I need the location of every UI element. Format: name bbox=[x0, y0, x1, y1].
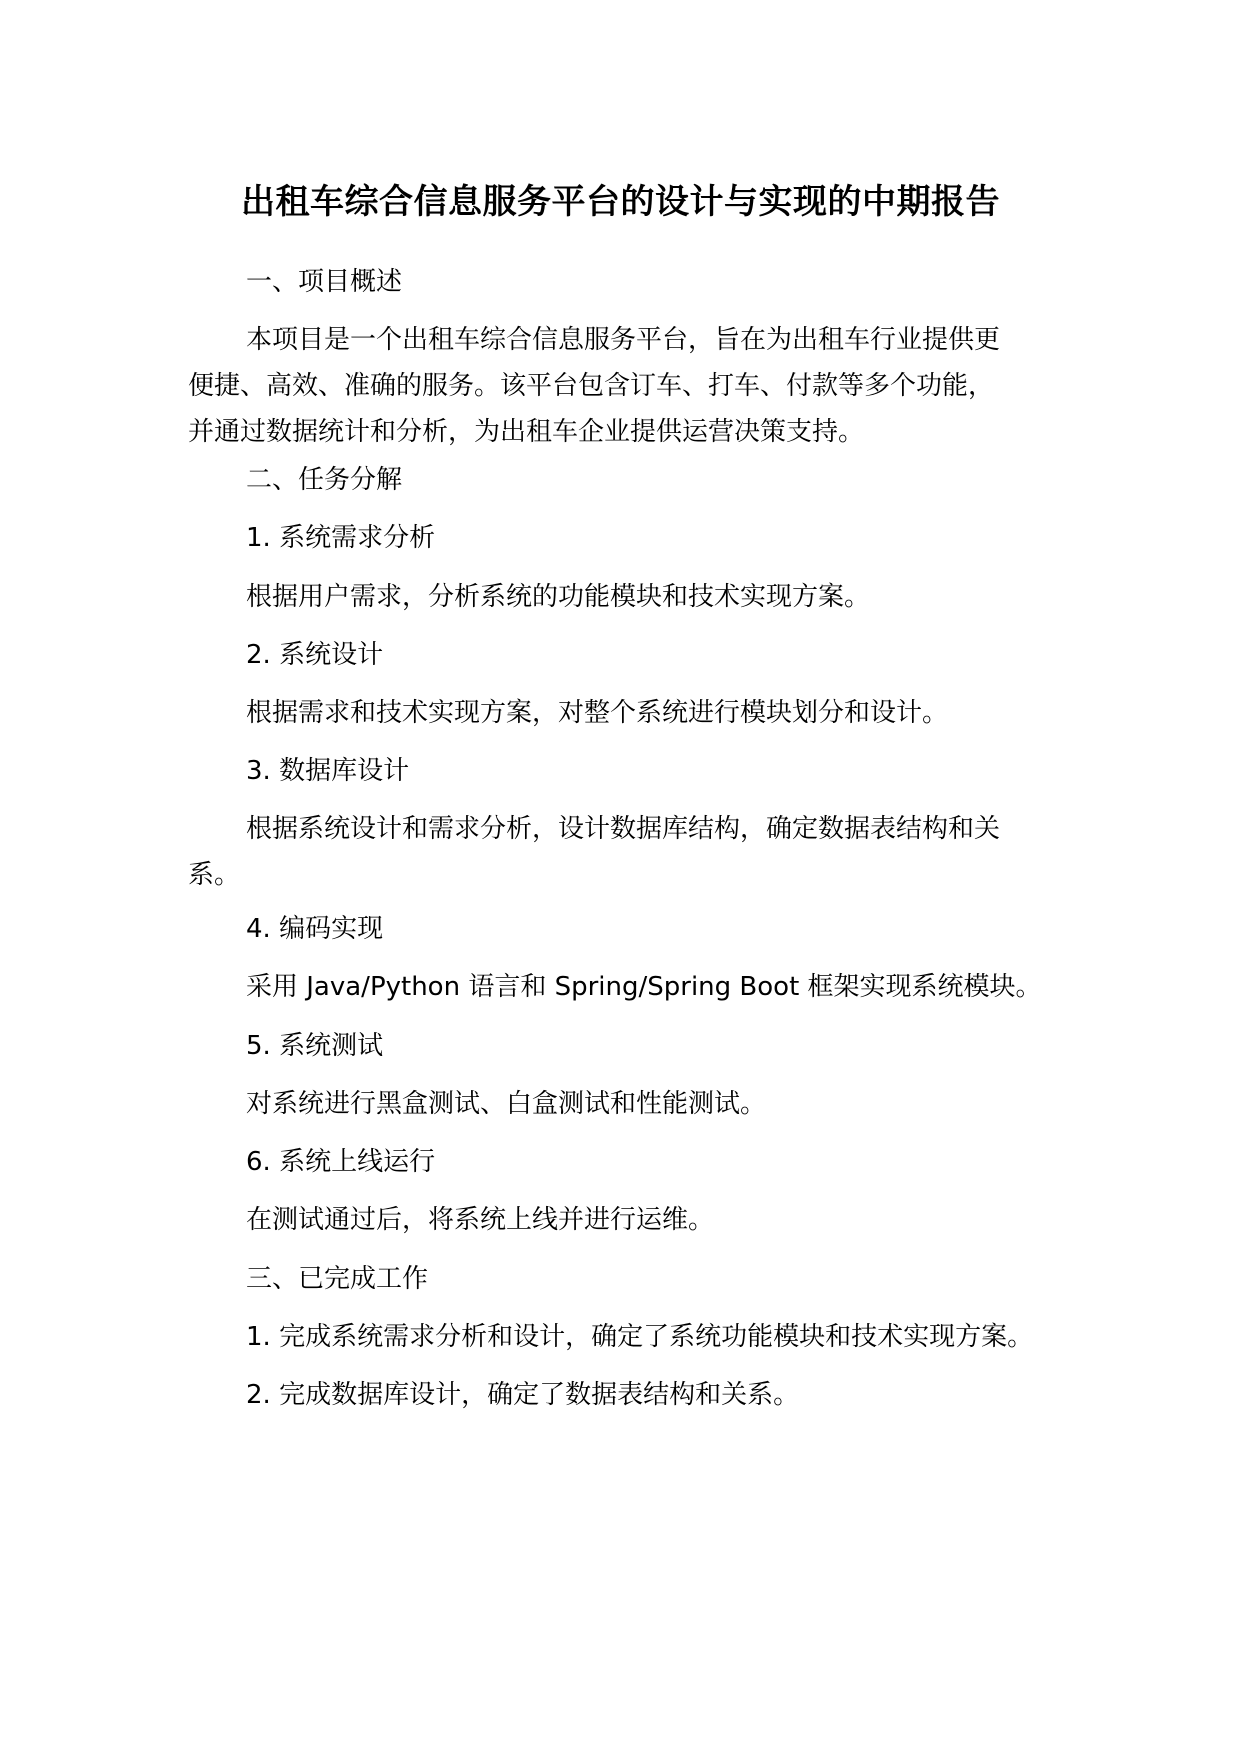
task-item-body: 采用 Java/Python 语言和 Spring/Spring Boot 框架实现系统模块。 bbox=[246, 972, 1042, 1002]
task-item-title: 2. 系统设计 bbox=[246, 640, 384, 670]
section-heading-completed: 三、已完成工作 bbox=[246, 1264, 429, 1294]
paragraph-line: 并通过数据统计和分析，为出租车企业提供运营决策支持。 bbox=[188, 417, 865, 447]
task-item-title: 5. 系统测试 bbox=[246, 1031, 384, 1061]
task-item-body: 根据用户需求，分析系统的功能模块和技术实现方案。 bbox=[246, 582, 871, 612]
section-heading-overview: 一、项目概述 bbox=[246, 267, 403, 297]
completed-item: 1. 完成系统需求分析和设计，确定了系统功能模块和技术实现方案。 bbox=[246, 1322, 1034, 1352]
task-item-body: 对系统进行黑盒测试、白盒测试和性能测试。 bbox=[246, 1089, 767, 1119]
overview-paragraph bbox=[188, 317, 1068, 455]
paragraph-line: 根据系统设计和需求分析，设计数据库结构，确定数据表结构和关 bbox=[246, 814, 1001, 844]
completed-item: 2. 完成数据库设计，确定了数据表结构和关系。 bbox=[246, 1380, 800, 1410]
paragraph-line: 系。 bbox=[188, 860, 241, 890]
task-item-body: 在测试通过后，将系统上线并进行运维。 bbox=[246, 1205, 715, 1235]
task-item-title: 4. 编码实现 bbox=[246, 914, 384, 944]
task-item-body bbox=[188, 806, 1068, 898]
paragraph-line: 便捷、高效、准确的服务。该平台包含订车、打车、付款等多个功能， bbox=[188, 371, 995, 401]
task-item-body: 根据需求和技术实现方案，对整个系统进行模块划分和设计。 bbox=[246, 698, 949, 728]
task-item-title: 6. 系统上线运行 bbox=[246, 1147, 436, 1177]
section-heading-tasks: 二、任务分解 bbox=[246, 465, 403, 495]
task-item-title: 1. 系统需求分析 bbox=[246, 523, 436, 553]
task-item-title: 3. 数据库设计 bbox=[246, 756, 410, 786]
paragraph-line: 本项目是一个出租车综合信息服务平台，旨在为出租车行业提供更 bbox=[246, 325, 1001, 355]
document-title: 出租车综合信息服务平台的设计与实现的中期报告 bbox=[241, 182, 1000, 222]
